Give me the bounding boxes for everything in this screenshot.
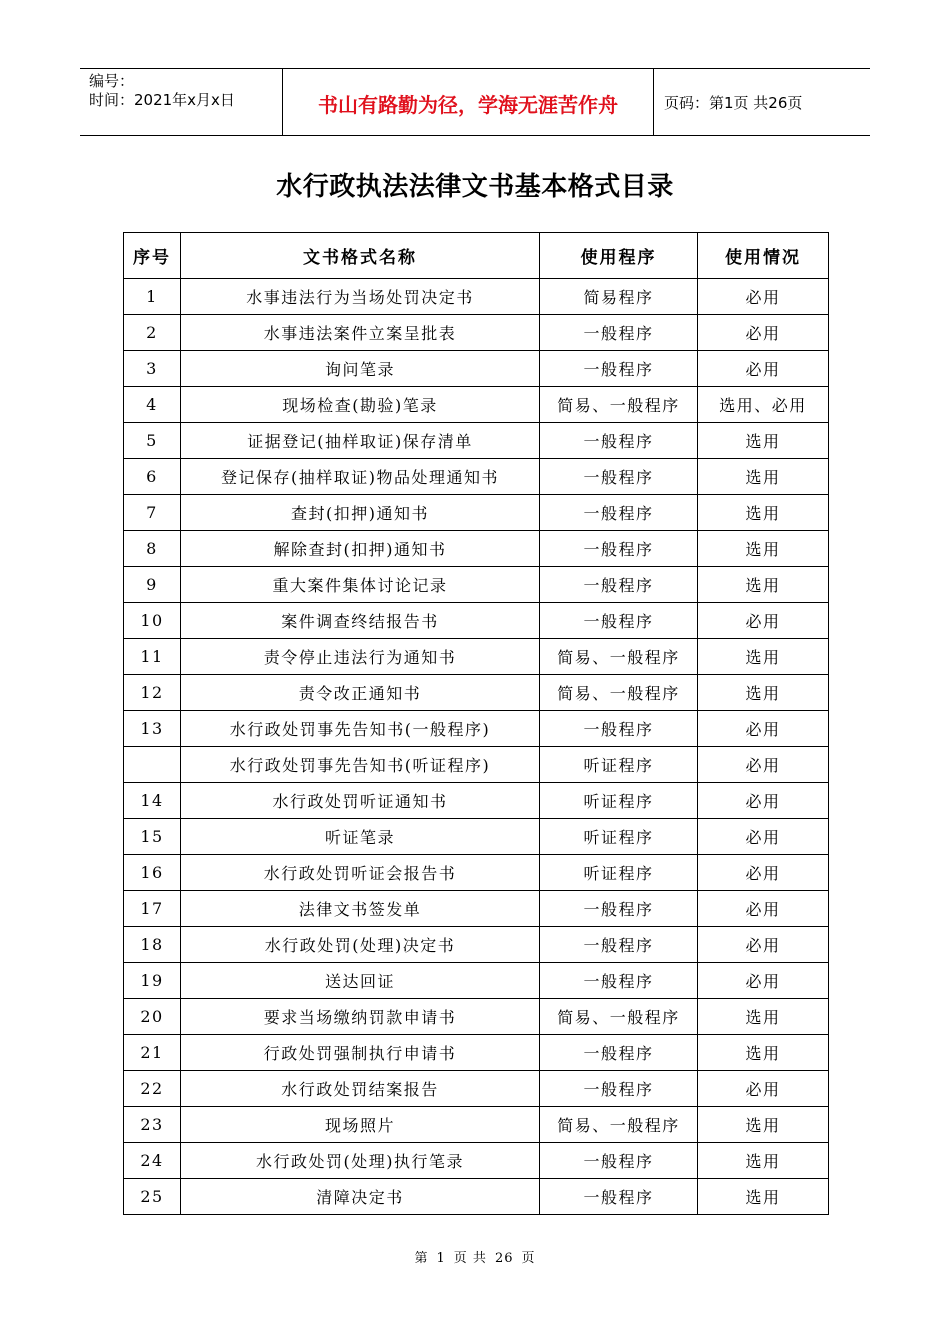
row-number-cell: 10 (124, 603, 181, 639)
row-number-cell: 4 (124, 387, 181, 423)
usage-cell: 必用 (698, 711, 829, 747)
procedure-cell: 简易、一般程序 (540, 387, 698, 423)
usage-cell: 选用 (698, 495, 829, 531)
document-name-cell: 责令改正通知书 (181, 675, 540, 711)
usage-cell: 选用 (698, 459, 829, 495)
header-page-label: 页码：第1页 共26页 (664, 93, 803, 112)
row-number-cell: 3 (124, 351, 181, 387)
procedure-cell: 一般程序 (540, 495, 698, 531)
table-row (124, 279, 829, 315)
usage-cell: 必用 (698, 747, 829, 783)
page-header (80, 68, 870, 136)
table-row (124, 855, 829, 891)
usage-cell: 必用 (698, 783, 829, 819)
table-row (124, 351, 829, 387)
usage-cell: 必用 (698, 603, 829, 639)
procedure-cell: 一般程序 (540, 711, 698, 747)
row-number-cell: 1 (124, 279, 181, 315)
procedure-cell: 一般程序 (540, 963, 698, 999)
row-number-cell: 13 (124, 711, 181, 747)
table-body (124, 279, 829, 1215)
table-row (124, 783, 829, 819)
column-header-name: 文书格式名称 (181, 233, 540, 279)
usage-cell: 必用 (698, 963, 829, 999)
table-row (124, 423, 829, 459)
footer-page-prefix: 第 (414, 1251, 429, 1266)
usage-cell: 选用 (698, 1179, 829, 1215)
row-number-cell: 7 (124, 495, 181, 531)
document-name-cell: 行政处罚强制执行申请书 (181, 1035, 540, 1071)
row-number-cell: 23 (124, 1107, 181, 1143)
footer-total-pages: 26 (494, 1251, 514, 1266)
procedure-cell: 一般程序 (540, 1071, 698, 1107)
row-number-cell: 11 (124, 639, 181, 675)
row-number-cell: 20 (124, 999, 181, 1035)
document-name-cell: 现场检查(勘验)笔录 (181, 387, 540, 423)
usage-cell: 选用 (698, 639, 829, 675)
header-meta (80, 69, 283, 135)
procedure-cell: 一般程序 (540, 315, 698, 351)
row-number-cell: 6 (124, 459, 181, 495)
procedure-cell: 简易、一般程序 (540, 639, 698, 675)
usage-cell: 选用 (698, 999, 829, 1035)
usage-cell: 选用 (698, 675, 829, 711)
column-header-usage: 使用情况 (698, 233, 829, 279)
table-row (124, 495, 829, 531)
table-row (124, 315, 829, 351)
footer-page-suffix: 页 (521, 1251, 536, 1266)
table-row (124, 459, 829, 495)
table-row (124, 747, 829, 783)
document-name-cell: 要求当场缴纳罚款申请书 (181, 999, 540, 1035)
row-number-cell: 16 (124, 855, 181, 891)
procedure-cell: 听证程序 (540, 855, 698, 891)
usage-cell: 选用 (698, 1107, 829, 1143)
document-name-cell: 清障决定书 (181, 1179, 540, 1215)
row-number-cell: 5 (124, 423, 181, 459)
row-number-cell: 21 (124, 1035, 181, 1071)
document-name-cell: 水行政处罚听证会报告书 (181, 855, 540, 891)
procedure-cell: 一般程序 (540, 603, 698, 639)
page-footer (0, 1247, 950, 1266)
row-number-cell: 2 (124, 315, 181, 351)
usage-cell: 选用 (698, 423, 829, 459)
row-number-cell: 14 (124, 783, 181, 819)
document-time-label: 时间：2021年x月x日 (89, 91, 235, 109)
row-number-cell: 22 (124, 1071, 181, 1107)
procedure-cell: 听证程序 (540, 747, 698, 783)
procedure-cell: 一般程序 (540, 1179, 698, 1215)
table-row (124, 819, 829, 855)
procedure-cell: 听证程序 (540, 783, 698, 819)
procedure-cell: 一般程序 (540, 891, 698, 927)
row-number-cell: 8 (124, 531, 181, 567)
table-row (124, 963, 829, 999)
row-number-cell: 9 (124, 567, 181, 603)
row-number-cell: 18 (124, 927, 181, 963)
document-name-cell: 登记保存(抽样取证)物品处理通知书 (181, 459, 540, 495)
document-name-cell: 证据登记(抽样取证)保存清单 (181, 423, 540, 459)
header-motto: 书山有路勤为径，学海无涯苦作舟 (283, 69, 654, 135)
document-name-cell: 水行政处罚(处理)决定书 (181, 927, 540, 963)
table-row (124, 675, 829, 711)
document-name-cell: 询问笔录 (181, 351, 540, 387)
table-row (124, 1107, 829, 1143)
procedure-cell: 一般程序 (540, 1143, 698, 1179)
row-number-cell (124, 747, 181, 783)
table-row (124, 891, 829, 927)
procedure-cell: 一般程序 (540, 423, 698, 459)
table-row (124, 387, 829, 423)
column-header-number: 序号 (124, 233, 181, 279)
table-row (124, 531, 829, 567)
procedure-cell: 一般程序 (540, 567, 698, 603)
usage-cell: 选用 (698, 1035, 829, 1071)
footer-page-middle: 页 共 (453, 1251, 487, 1266)
usage-cell: 必用 (698, 927, 829, 963)
usage-cell: 必用 (698, 279, 829, 315)
document-name-cell: 解除查封(扣押)通知书 (181, 531, 540, 567)
document-name-cell: 水事违法案件立案呈批表 (181, 315, 540, 351)
footer-current-page: 1 (436, 1251, 446, 1266)
procedure-cell: 一般程序 (540, 927, 698, 963)
procedure-cell: 简易、一般程序 (540, 675, 698, 711)
table-row (124, 711, 829, 747)
table-row (124, 999, 829, 1035)
document-name-cell: 水行政处罚(处理)执行笔录 (181, 1143, 540, 1179)
procedure-cell: 听证程序 (540, 819, 698, 855)
document-name-cell: 水事违法行为当场处罚决定书 (181, 279, 540, 315)
table-row (124, 927, 829, 963)
row-number-cell: 17 (124, 891, 181, 927)
table-row (124, 567, 829, 603)
column-header-procedure: 使用程序 (540, 233, 698, 279)
table-row (124, 603, 829, 639)
document-name-cell: 送达回证 (181, 963, 540, 999)
usage-cell: 必用 (698, 1071, 829, 1107)
usage-cell: 选用 (698, 1143, 829, 1179)
usage-cell: 选用 (698, 531, 829, 567)
table-row (124, 1071, 829, 1107)
procedure-cell: 一般程序 (540, 351, 698, 387)
procedure-cell: 简易、一般程序 (540, 999, 698, 1035)
row-number-cell: 15 (124, 819, 181, 855)
usage-cell: 选用 (698, 567, 829, 603)
procedure-cell: 一般程序 (540, 531, 698, 567)
document-name-cell: 听证笔录 (181, 819, 540, 855)
procedure-cell: 一般程序 (540, 1035, 698, 1071)
document-name-cell: 水行政处罚事先告知书(听证程序) (181, 747, 540, 783)
document-name-cell: 查封(扣押)通知书 (181, 495, 540, 531)
usage-cell: 必用 (698, 891, 829, 927)
procedure-cell: 简易、一般程序 (540, 1107, 698, 1143)
usage-cell: 必用 (698, 351, 829, 387)
procedure-cell: 简易程序 (540, 279, 698, 315)
usage-cell: 选用、必用 (698, 387, 829, 423)
document-name-cell: 法律文书签发单 (181, 891, 540, 927)
document-name-cell: 水行政处罚结案报告 (181, 1071, 540, 1107)
procedure-cell: 一般程序 (540, 459, 698, 495)
document-name-cell: 现场照片 (181, 1107, 540, 1143)
usage-cell: 必用 (698, 819, 829, 855)
page-title: 水行政执法法律文书基本格式目录 (276, 172, 674, 202)
table-row (124, 1179, 829, 1215)
table-row (124, 1143, 829, 1179)
table-row (124, 639, 829, 675)
document-name-cell: 责令停止违法行为通知书 (181, 639, 540, 675)
row-number-cell: 12 (124, 675, 181, 711)
document-name-cell: 水行政处罚事先告知书(一般程序) (181, 711, 540, 747)
document-name-cell: 水行政处罚听证通知书 (181, 783, 540, 819)
document-name-cell: 重大案件集体讨论记录 (181, 567, 540, 603)
document-number-label: 编号： (89, 72, 135, 90)
row-number-cell: 24 (124, 1143, 181, 1179)
row-number-cell: 25 (124, 1179, 181, 1215)
usage-cell: 必用 (698, 855, 829, 891)
table-header-row (124, 233, 829, 279)
document-catalog-table (123, 232, 829, 1215)
document-name-cell: 案件调查终结报告书 (181, 603, 540, 639)
row-number-cell: 19 (124, 963, 181, 999)
table-row (124, 1035, 829, 1071)
usage-cell: 必用 (698, 315, 829, 351)
